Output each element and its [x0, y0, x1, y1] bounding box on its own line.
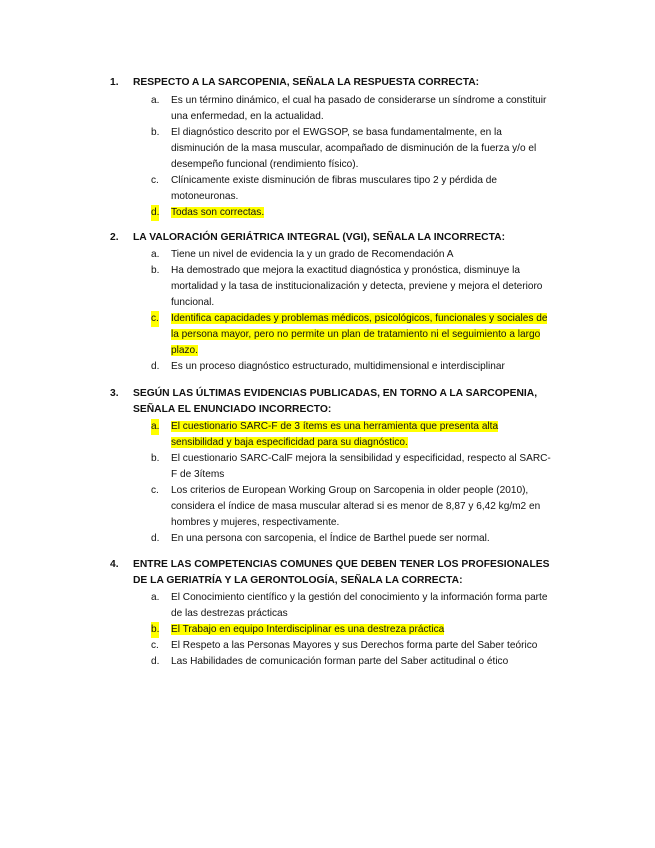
option-text: Las Habilidades de comunicación forman parte del Saber actitudinal o ético [171, 656, 509, 667]
options-list [0, 590, 655, 670]
option-d [0, 654, 655, 670]
option-letter: d. [151, 205, 159, 221]
option-d [0, 205, 655, 221]
question-number: 3. [110, 388, 119, 399]
option-text-highlighted: Identifica capacidades y problemas médicos, psicológicos, funcionales y sociales de la persona mayor, pero no permite un plan de tratamiento ni el seguimiento a largo plazo. [171, 313, 548, 356]
option-letter: a. [151, 592, 160, 603]
option-text: Es un proceso diagnóstico estructurado, multidimensional e interdisciplinar [171, 361, 505, 372]
question-number: 4. [110, 559, 119, 570]
option-b [0, 622, 655, 638]
option-text-highlighted: Todas son correctas. [171, 207, 265, 218]
question-text: ENTRE LAS COMPETENCIAS COMUNES QUE DEBEN TENER LOS PROFESIONALES DE LA GERIATRÍA Y LA GERONTOLOGÍA, SEÑALA LA CORRECTA: [133, 559, 550, 586]
option-text: Ha demostrado que mejora la exactitud diagnóstica y pronóstica, disminuye la mortalidad y la tasa de institucionalización y detecta, previene y mejora el deterioro funcional. [171, 265, 543, 308]
option-text: Es un término dinámico, el cual ha pasado de considerarse un síndrome a constituir una enfermedad, en la actualidad. [171, 95, 547, 122]
option-letter: d. [151, 361, 160, 372]
option-text: Los criterios de European Working Group on Sarcopenia in older people (2010), considera el índice de masa muscular alterad si es menor de 8,87 y 6,42 kg/m2 en hombres y mujeres, respectivamente. [171, 485, 541, 528]
option-c [0, 638, 655, 654]
option-letter: a. [151, 419, 159, 435]
option-text: En una persona con sarcopenia, el Índice de Barthel puede ser normal. [171, 533, 490, 544]
option-b [0, 263, 655, 311]
option-c [0, 173, 655, 205]
option-d [0, 359, 655, 375]
option-a [0, 93, 655, 125]
option-text: Clínicamente existe disminución de fibras musculares tipo 2 y pérdida de motoneuronas. [171, 175, 497, 202]
option-letter: c. [151, 485, 159, 496]
option-text: Tiene un nivel de evidencia Ia y un grado de Recomendación A [171, 249, 454, 260]
question-text: RESPECTO A LA SARCOPENIA, SEÑALA LA RESPUESTA CORRECTA: [133, 77, 480, 88]
option-a [0, 419, 655, 451]
option-letter: d. [151, 656, 160, 667]
option-letter: a. [151, 95, 160, 106]
option-c [0, 311, 655, 359]
question-text: LA VALORACIÓN GERIÁTRICA INTEGRAL (VGI), SEÑALA LA INCORRECTA: [133, 232, 506, 243]
question-text: SEGÚN LAS ÚLTIMAS EVIDENCIAS PUBLICADAS, EN TORNO A LA SARCOPENIA, SEÑALA EL ENUNCIADO INCORRECTO: [133, 388, 538, 415]
option-b [0, 451, 655, 483]
option-text: El Respeto a las Personas Mayores y sus Derechos forma parte del Saber teórico [171, 640, 538, 651]
option-letter: b. [151, 127, 160, 138]
options-list [0, 247, 655, 375]
question-number: 1. [110, 77, 119, 88]
option-letter: d. [151, 533, 160, 544]
option-text: El Conocimiento científico y la gestión del conocimiento y la información forma parte de las destrezas prácticas [171, 592, 548, 619]
options-list [0, 93, 655, 221]
option-text-highlighted: El cuestionario SARC-F de 3 ítems es una herramienta que presenta alta sensibilidad y baja especificidad para su diagnóstico. [171, 421, 499, 448]
option-letter: c. [151, 175, 159, 186]
option-a [0, 590, 655, 622]
option-text-highlighted: El Trabajo en equipo Interdisciplinar es una destreza práctica [171, 624, 445, 635]
option-text: El diagnóstico descrito por el EWGSOP, se basa fundamentalmente, en la disminución de la masa muscular, acompañado de disminución de la fuerza y/o el desempeño funcional (rendimiento físico). [171, 127, 537, 170]
option-letter: b. [151, 265, 160, 276]
option-text: El cuestionario SARC-CalF mejora la sensibilidad y especificidad, respecto al SARC-F de 3ítems [171, 453, 551, 480]
option-letter: c. [151, 311, 159, 327]
option-b [0, 125, 655, 173]
option-c [0, 483, 655, 531]
option-letter: c. [151, 640, 159, 651]
option-letter: a. [151, 249, 160, 260]
option-a [0, 247, 655, 263]
option-d [0, 531, 655, 547]
option-letter: b. [151, 453, 160, 464]
question-number: 2. [110, 232, 119, 243]
option-letter: b. [151, 622, 159, 638]
options-list [0, 419, 655, 547]
